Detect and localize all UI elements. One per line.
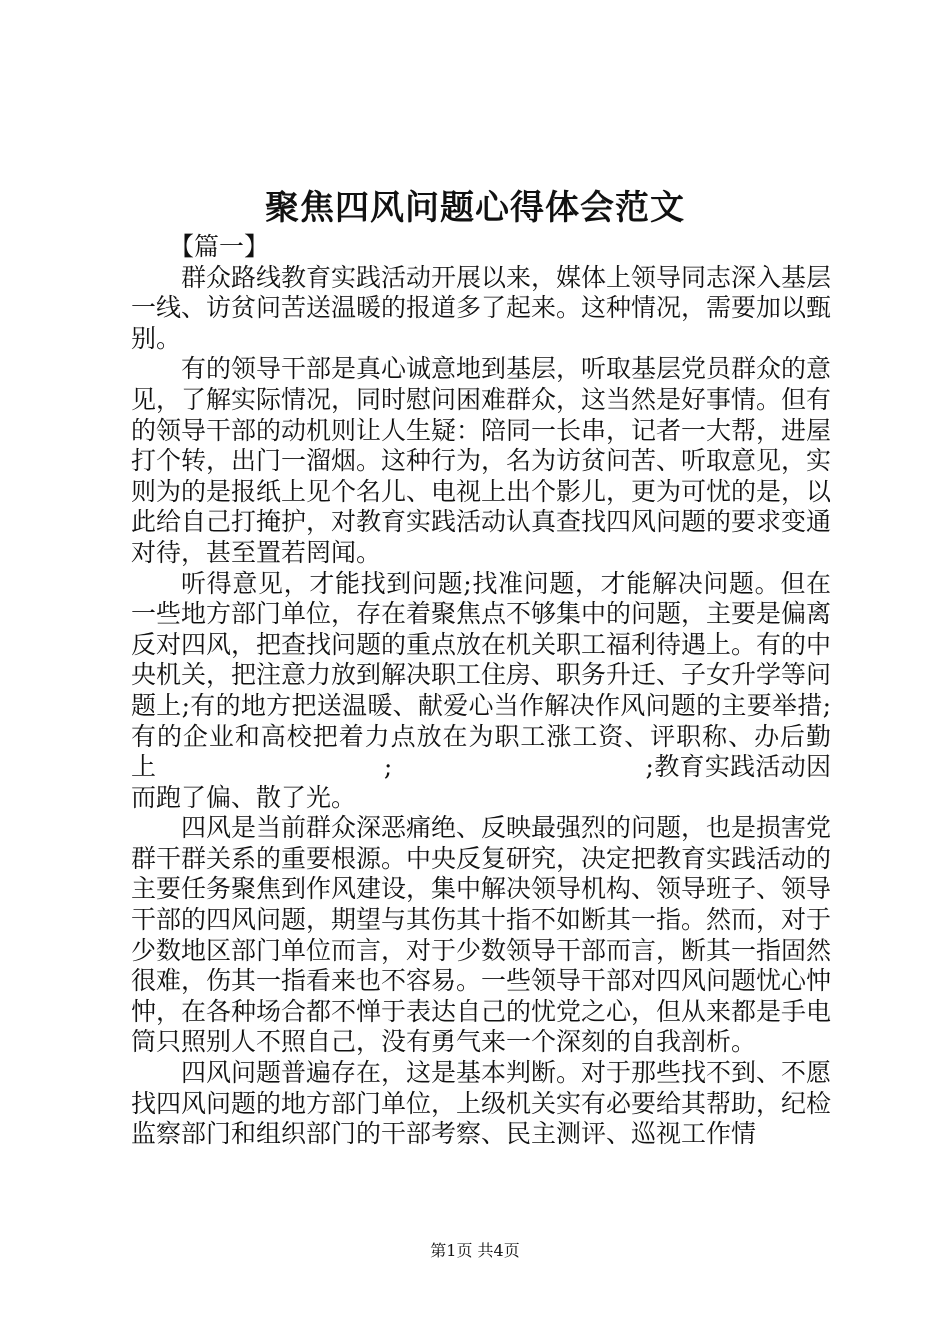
document-title: 聚焦四风问题心得体会范文 <box>265 188 685 228</box>
page-footer: 第1页 共4页 <box>430 1241 520 1260</box>
paragraph: 群众路线教育实践活动开展以来，媒体上领导同志深入基层一线、访贫问苦送温暖的报道多了起来。这种情况，需要加以甄别。 <box>131 262 832 353</box>
paragraph: 四风是当前群众深恶痛绝、反映最强烈的问题，也是损害党群干群关系的重要根源。中央反复研究，决定把教育实践活动的主要任务聚焦到作风建设，集中解决领导机构、领导班子、领导干部的四风问题，期望与其伤其十指不如断其一指。然而，对于少数地区部门单位而言，对于少数领导干部而言，断其一指固然很难，伤其一指看来也不容易。一些领导干部对四风问题忧心忡忡，在各种场合都不惮于表达自己的忧党之心，但从来都是手电筒只照别人不照自己，没有勇气来一个深刻的自我剖析。 <box>131 813 832 1057</box>
paragraph: 有的领导干部是真心诚意地到基层，听取基层党员群众的意见，了解实际情况，同时慰问困难群众，这当然是好事情。但有的领导干部的动机则让人生疑：陪同一长串，记者一大帮，进屋打个转，出门一溜烟。这种行为，名为访贫问苦、听取意见，实则为的是报纸上见个名儿、电视上出个影儿，更为可忧的是，以此给自己打掩护，对教育实践活动认真查找四风问题的要求变通对待，甚至置若罔闻。 <box>131 354 832 567</box>
paragraph: 听得意见，才能找到问题;找准问题，才能解决问题。但在一些地方部门单位，存在着聚焦点不够集中的问题，主要是偏离反对四风，把查找问题的重点放在机关职工福利待遇上。有的中央机关，把注意力放到解决职工住房、职务升迁、子女升学等问题上;有的地方把送温暖、献爱心当作解决作风问题的主要举措;有的企业和高校把着力点放在为职工涨工资、评职称、办后勤上 ; ;教育实践活动因而跑了偏、散了光。 <box>131 568 832 812</box>
paragraph: 四风问题普遍存在，这是基本判断。对于那些找不到、不愿找四风问题的地方部门单位，上级机关实有必要给其帮助，纪检监察部门和组织部门的干部考察、民主测评、巡视工作情 <box>131 1058 832 1149</box>
section-label: 【篇一】 <box>169 232 270 261</box>
document-body <box>131 232 831 1150</box>
